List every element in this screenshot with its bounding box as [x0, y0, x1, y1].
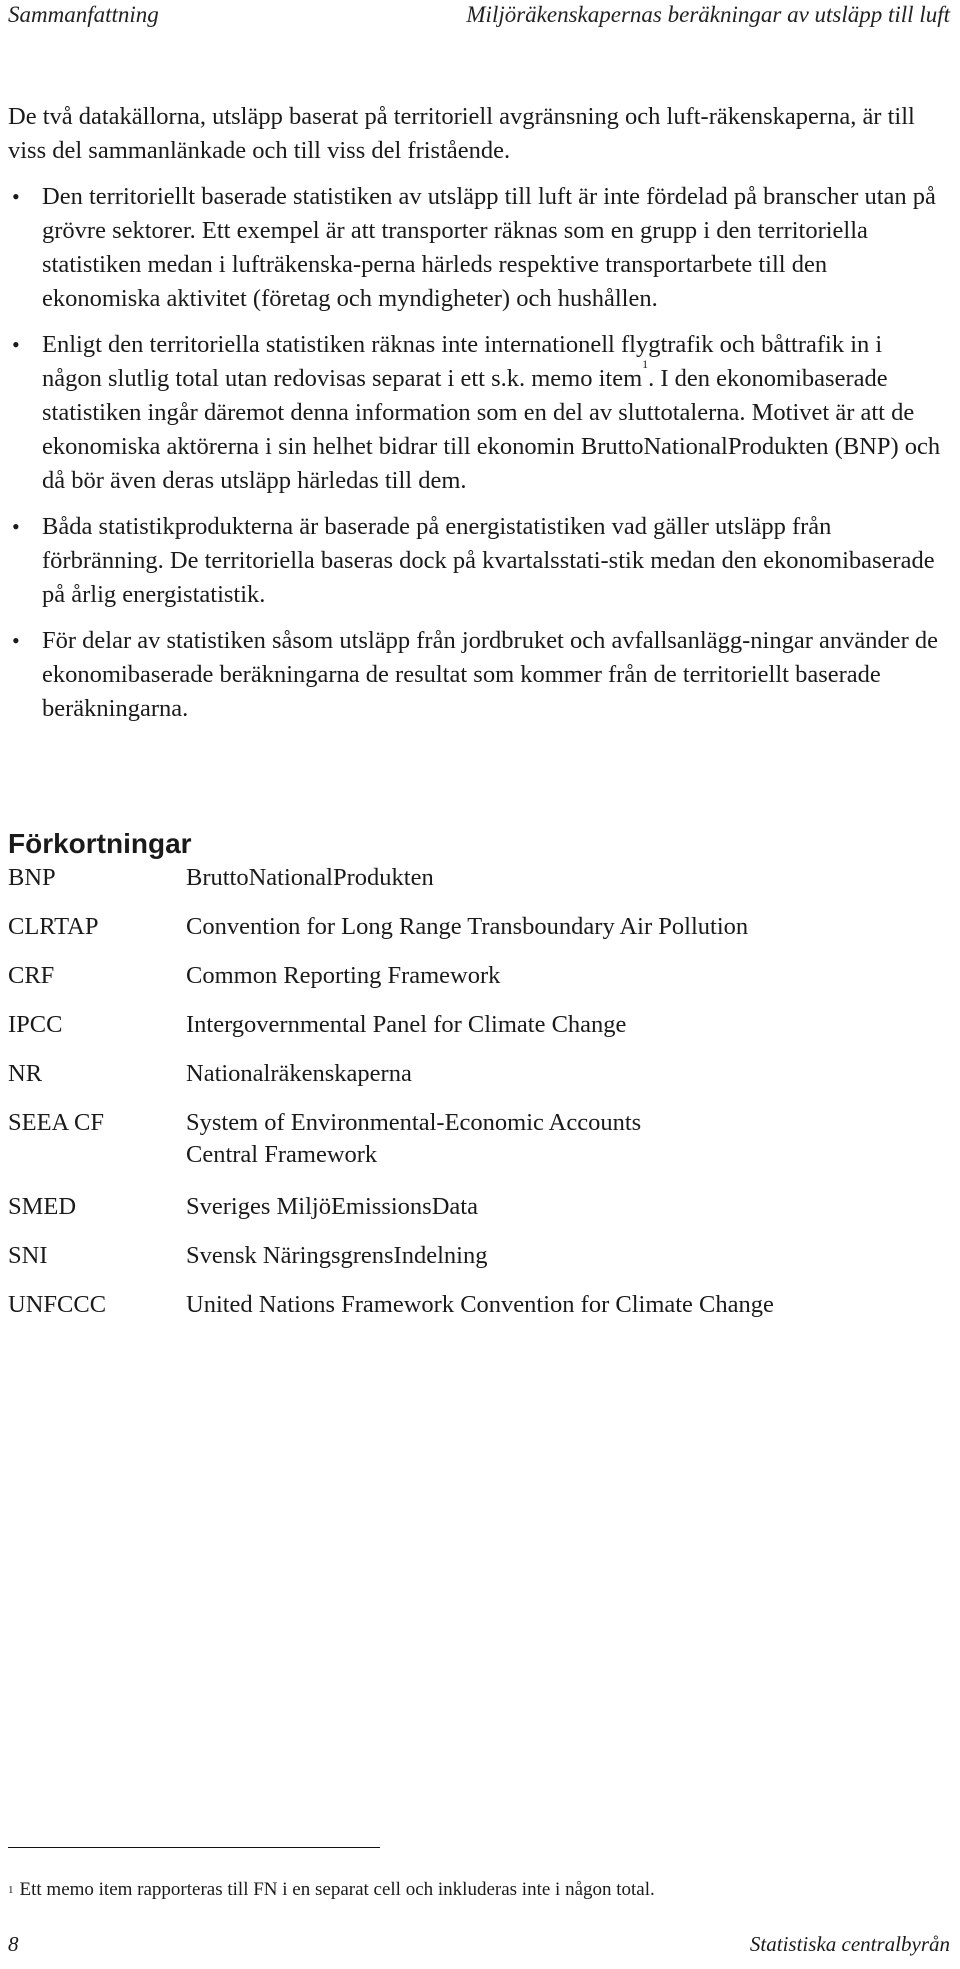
- abbreviation-meaning: Svensk NäringsgrensIndelning: [186, 1242, 488, 1269]
- abbreviation-meaning: United Nations Framework Convention for Climate Change: [186, 1291, 774, 1318]
- bullet-text: Båda statistikprodukterna är baserade på energistatistiken vad gäller utsläpp från förbränning. De territoriella baseras dock på kvartalsstati-stik medan den ekonomibaserade på årlig energistatistik.: [42, 513, 935, 608]
- abbreviation-code: CLRTAP: [8, 913, 99, 940]
- bullet-item: [8, 624, 948, 726]
- abbreviation-meaning: Intergovernmental Panel for Climate Change: [186, 1011, 627, 1038]
- header-section-title: Sammanfattning: [8, 2, 159, 27]
- abbreviation-row: [8, 862, 948, 911]
- abbreviation-meaning: BruttoNationalProdukten: [186, 864, 434, 891]
- abbreviation-row: [8, 1058, 948, 1107]
- abbreviation-meaning: Nationalräkenskaperna: [186, 1060, 412, 1087]
- abbreviation-row: [8, 1240, 948, 1289]
- abbreviation-code: SMED: [8, 1193, 77, 1220]
- abbreviation-code: BNP: [8, 864, 56, 891]
- abbreviation-code: SNI: [8, 1242, 48, 1269]
- abbreviation-meaning: Convention for Long Range Transboundary Air Pollution: [186, 913, 749, 940]
- bullet-dot-icon: •: [12, 628, 20, 653]
- summary-bullet-list: [8, 180, 948, 726]
- bullet-dot-icon: •: [12, 184, 20, 209]
- bullet-text: Enligt den territoriella statistiken räknas inte internationell flygtrafik och båttrafik in i någon slutlig total utan redovisas separat i ett s.k. memo item: [42, 331, 883, 392]
- abbreviation-row: [8, 1289, 948, 1338]
- abbreviation-code: IPCC: [8, 1011, 63, 1038]
- page-number: 8: [8, 1932, 19, 1956]
- abbreviations-heading: Förkortningar: [8, 828, 192, 859]
- running-header: [8, 2, 950, 32]
- abbreviation-code: NR: [8, 1060, 43, 1087]
- abbreviation-row: [8, 1191, 948, 1240]
- bullet-dot-icon: •: [12, 332, 20, 357]
- footnote: [8, 1878, 655, 1902]
- footnote-text: Ett memo item rapporteras till FN i en separat cell och inkluderas inte i någon total.: [19, 1879, 655, 1900]
- footnote-divider: [8, 1847, 380, 1848]
- intro-paragraph: De två datakällorna, utsläpp baserat på territoriell avgränsning och luft-räkenskaperna, är till viss del sammanlänkade och till viss del fristående.: [8, 103, 915, 164]
- bullet-text: Den territoriellt baserade statistiken av utsläpp till luft är inte fördelad på branscher utan på grövre sektorer. Ett exempel är att transporter räknas som en grupp i den territoriella statistiken medan i lufträkenska-perna härleds respektive transportarbete till den ekonomiska aktivitet (företag och myndigheter) och hushållen.: [42, 183, 936, 312]
- abbreviation-meaning: System of Environmental-Economic Accounts Central Framework: [186, 1109, 642, 1168]
- abbreviation-meaning: Sveriges MiljöEmissionsData: [186, 1193, 478, 1220]
- abbreviation-code: SEEA CF: [8, 1109, 104, 1136]
- abbreviation-code: CRF: [8, 962, 55, 989]
- publisher-name: Statistiska centralbyrån: [749, 1932, 950, 1956]
- abbreviation-row: [8, 1107, 948, 1191]
- bullet-text-continued: . I den ekonomibaserade statistiken ingår däremot denna information som en del av sluttotalerna. Motivet är att de ekonomiska aktörerna i sin helhet bidrar till ekonomin BruttoNationalProdukten (BNP) och då bör även deras utsläpp härledas till dem.: [42, 365, 941, 494]
- bullet-item: [8, 328, 948, 498]
- header-document-title: Miljöräkenskapernas beräkningar av utsläpp till luft: [466, 2, 950, 27]
- summary-body: [8, 100, 948, 726]
- abbreviation-row: [8, 960, 948, 1009]
- bullet-item: [8, 180, 948, 316]
- abbreviation-row: [8, 1009, 948, 1058]
- bullet-text: För delar av statistiken såsom utsläpp från jordbruket och avfallsanlägg-ningar använder de ekonomibaserade beräkningarna de resultat som kommer från de territoriellt baserade beräkningarna.: [42, 627, 939, 722]
- footnote-reference[interactable]: 1: [642, 357, 649, 371]
- abbreviation-code: UNFCCC: [8, 1291, 107, 1318]
- page-footer: [8, 1932, 950, 1957]
- bullet-dot-icon: •: [12, 514, 20, 539]
- abbreviation-meaning: Common Reporting Framework: [186, 962, 501, 989]
- footnote-number: 1: [8, 1884, 14, 1896]
- abbreviation-row: [8, 911, 948, 960]
- abbreviations-table: [8, 862, 948, 1338]
- bullet-item: [8, 510, 948, 612]
